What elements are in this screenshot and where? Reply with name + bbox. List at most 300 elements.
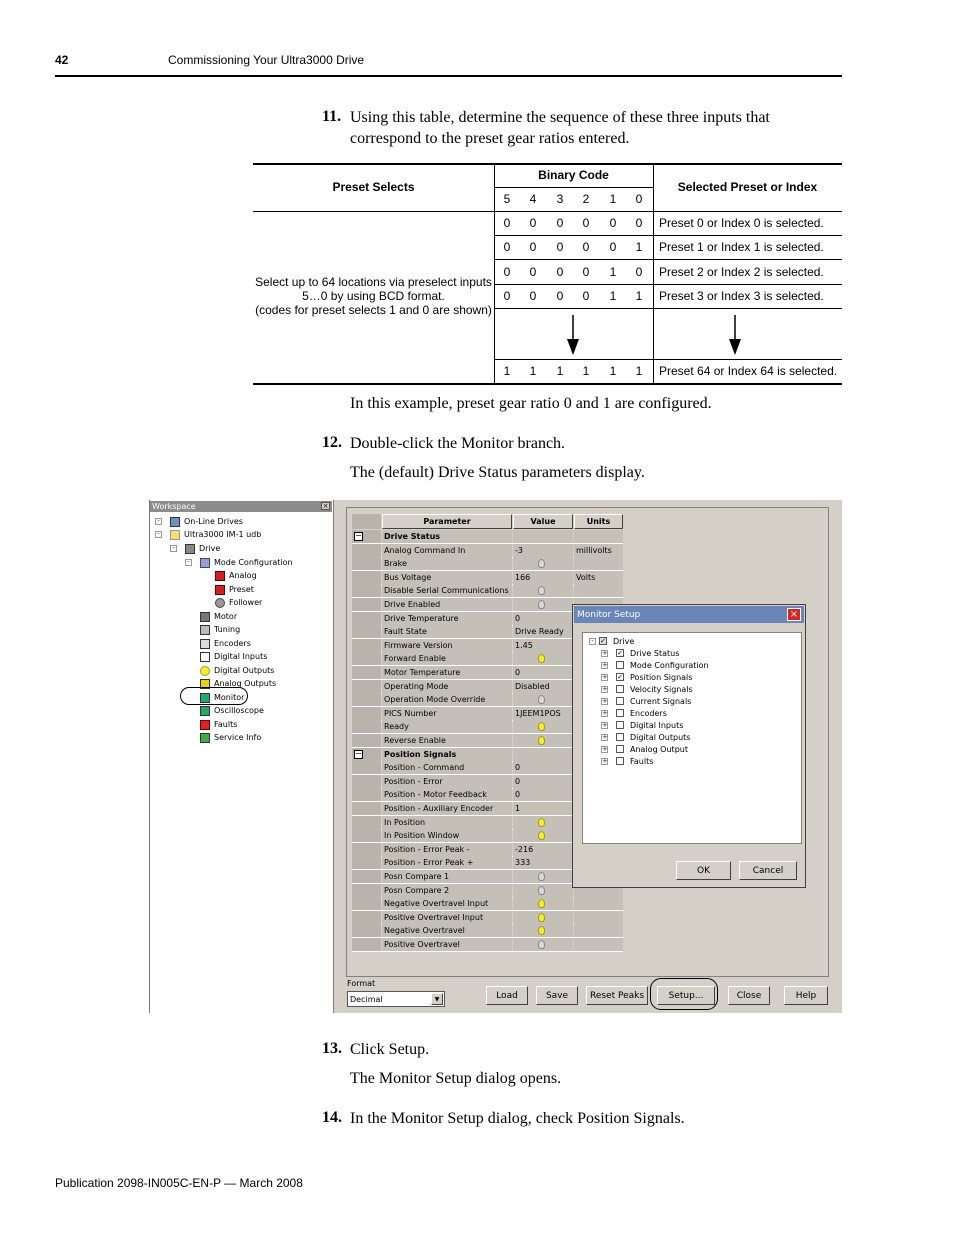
grid-value-cell: 1.45	[513, 639, 573, 652]
dialog-tree-item[interactable]	[601, 647, 679, 659]
grid-row-header[interactable]	[352, 856, 381, 869]
grid-param-cell: Position - Error	[382, 775, 512, 788]
grid-row-header[interactable]	[352, 571, 381, 584]
tree-item-digital-outputs[interactable]: Digital Outputs	[200, 664, 274, 677]
grid-value-cell	[513, 829, 573, 842]
step-12-result: The (default) Drive Status parameters display.	[350, 464, 645, 481]
grid-param-cell: Position Signals	[382, 748, 512, 761]
grid-param-cell: Drive Temperature	[382, 612, 512, 625]
grid-unit-cell	[574, 584, 623, 597]
grid-row-header[interactable]	[352, 775, 381, 788]
grid-value-cell: -3	[513, 544, 573, 557]
grid-value-cell	[513, 884, 573, 897]
tree-item-online-drives[interactable]: - On-Line Drives	[155, 515, 243, 528]
bulb-icon	[538, 886, 545, 895]
warning-icon	[200, 720, 210, 730]
grid-value-cell	[513, 911, 573, 924]
close-icon[interactable]: ×	[787, 608, 801, 621]
monitor-setup-dialog	[572, 604, 806, 888]
grid-unit-cell	[574, 530, 623, 543]
expand-icon[interactable]: +	[602, 696, 608, 705]
grid-row-header[interactable]	[352, 897, 381, 910]
header-preset-selects: Preset Selects	[332, 180, 415, 194]
header-selected-preset: Selected Preset or Index	[677, 180, 818, 194]
grid-unit-cell	[574, 938, 623, 951]
grid-row[interactable]	[352, 897, 623, 911]
checkbox[interactable]: ✓	[617, 673, 623, 681]
grid-param-cell: Drive Status	[382, 530, 512, 543]
bit-cell: 0	[635, 216, 643, 230]
grid-value-cell	[513, 530, 573, 543]
preset-table	[253, 163, 842, 385]
grid-row-header[interactable]	[352, 870, 381, 883]
close-button[interactable]: Close	[728, 986, 770, 1005]
grid-row-header[interactable]	[352, 598, 381, 611]
bit-cell: 0	[529, 216, 537, 230]
tree-item-digital-inputs[interactable]: Digital Inputs	[200, 650, 267, 663]
down-arrow-icon	[725, 313, 745, 357]
bit-header: 2	[582, 192, 590, 206]
grid-row-header[interactable]	[352, 720, 381, 733]
encoder-icon	[200, 639, 210, 649]
grid-header-row	[352, 514, 623, 529]
running-header: Commissioning Your Ultra3000 Drive	[168, 53, 365, 67]
bit-cell: 1	[503, 364, 511, 378]
grid-row-header[interactable]	[352, 924, 381, 937]
reset-peaks-button[interactable]: Reset Peaks	[586, 986, 648, 1005]
tree-item-oscilloscope[interactable]: Oscilloscope	[200, 704, 264, 717]
grid-param-cell: Posn Compare 2	[382, 884, 512, 897]
grid-value-cell: 0	[513, 612, 573, 625]
bit-cell: 1	[635, 289, 643, 303]
expand-icon[interactable]: +	[602, 708, 608, 717]
bit-cell: 0	[503, 264, 511, 279]
grid-row[interactable]	[352, 584, 623, 598]
grid-param-cell: Firmware Version	[382, 639, 512, 652]
computer-icon	[170, 517, 180, 527]
bit-cell: 0	[556, 264, 564, 279]
grid-row-header[interactable]	[352, 584, 381, 597]
grid-unit-cell	[574, 897, 623, 910]
step-13-text: Click Setup.	[350, 1041, 430, 1058]
grid-param-cell: Drive Enabled	[382, 598, 512, 611]
dialog-item-label: Mode Configuration	[630, 660, 709, 670]
description-line: (codes for preset selects 1 and 0 are shown)	[255, 303, 492, 317]
tree-item-service-info[interactable]: Service Info	[200, 731, 261, 744]
dialog-tree[interactable]	[582, 632, 802, 844]
step-12-number: 12.	[322, 434, 342, 451]
tree-item-monitor[interactable]: Monitor	[200, 691, 244, 704]
expand-icon[interactable]: +	[602, 720, 608, 729]
bit-header: 5	[503, 192, 511, 206]
grid-param-cell: Position - Error Peak -	[382, 843, 512, 856]
description-line: Select up to 64 locations via preselect inputs	[255, 275, 492, 289]
grid-row[interactable]	[352, 571, 623, 585]
save-button[interactable]: Save	[536, 986, 578, 1005]
bit-cell: 1	[609, 364, 617, 378]
bulb-icon	[538, 736, 545, 745]
header-rule	[55, 75, 842, 77]
step-13-result: The Monitor Setup dialog opens.	[350, 1070, 562, 1087]
grid-value-cell	[513, 897, 573, 910]
grid-row-header[interactable]	[352, 707, 381, 720]
load-button[interactable]: Load	[486, 986, 528, 1005]
grid-param-cell: Negative Overtravel	[382, 924, 512, 937]
expand-icon[interactable]: +	[602, 672, 608, 681]
collapse-icon[interactable]: −	[355, 748, 362, 758]
cancel-button[interactable]: Cancel	[739, 861, 797, 880]
checkbox[interactable]: ✓	[617, 649, 623, 657]
bit-cell: 0	[609, 216, 617, 230]
result-cell: Preset 3 or Index 3 is selected.	[659, 289, 824, 303]
grid-value-cell	[513, 720, 573, 733]
gear-icon	[215, 598, 225, 608]
down-arrow-icon	[563, 313, 583, 357]
expand-icon[interactable]: +	[602, 756, 608, 765]
grid-param-cell: Motor Temperature	[382, 666, 512, 679]
grid-row-header[interactable]	[352, 612, 381, 625]
checkbox[interactable]	[616, 757, 624, 765]
grid-value-cell	[513, 693, 573, 706]
result-cell: Preset 64 or Index 64 is selected.	[659, 364, 838, 378]
bit-cell: 1	[609, 264, 617, 279]
format-label: Format	[347, 979, 376, 988]
bulb-icon	[538, 831, 545, 840]
grid-param-cell: In Position Window	[382, 829, 512, 842]
dialog-item-label: Drive Status	[630, 648, 680, 658]
grid-param-cell: Posn Compare 1	[382, 870, 512, 883]
dialog-item-label: Analog Output	[630, 744, 688, 754]
step-14-text: In the Monitor Setup dialog, check Position Signals.	[350, 1110, 685, 1127]
grid-row-header[interactable]	[352, 802, 381, 815]
grid-param-cell: Analog Command In	[382, 544, 512, 557]
grid-row[interactable]	[352, 924, 623, 938]
grid-row-header[interactable]	[352, 788, 381, 801]
preset-icon	[215, 585, 225, 595]
expand-icon[interactable]: +	[602, 744, 608, 753]
bulb-icon	[538, 926, 545, 935]
bulb-icon	[538, 818, 545, 827]
dialog-item-label: Encoders	[630, 708, 667, 718]
grid-row[interactable]	[352, 557, 623, 571]
dialog-tree-item[interactable]	[601, 659, 709, 671]
grid-row-header[interactable]	[352, 557, 381, 570]
bit-cell: 0	[529, 289, 537, 303]
bit-cell: 0	[556, 240, 564, 254]
description-line: 5…0 by using BCD format.	[302, 289, 445, 303]
grid-corner	[352, 514, 381, 529]
help-button[interactable]: Help	[784, 986, 828, 1005]
bulb-icon	[538, 695, 545, 704]
publication-footer: Publication 2098-IN005C-EN-P — March 2008	[55, 1176, 303, 1190]
grid-param-cell: Disable Serial Communications	[382, 584, 512, 597]
step-12-text: Double-click the Monitor branch.	[350, 435, 566, 452]
bit-cell: 0	[556, 216, 564, 230]
bit-header: 1	[609, 192, 617, 206]
tree-item-preset[interactable]: Preset	[215, 583, 254, 596]
bit-cell: 0	[582, 240, 590, 254]
tree-item-analog-outputs[interactable]: Analog Outputs	[200, 677, 276, 690]
bulb-icon	[538, 600, 545, 609]
digital-inputs-icon	[200, 652, 210, 662]
bit-cell: 0	[582, 216, 590, 230]
bit-cell: 0	[582, 264, 590, 279]
grid-param-cell: Brake	[382, 557, 512, 570]
checkbox[interactable]	[616, 685, 624, 693]
chevron-down-icon[interactable]: ▼	[431, 993, 443, 1005]
bit-cell: 1	[635, 240, 643, 254]
grid-param-cell: Positive Overtravel	[382, 938, 512, 951]
grid-unit-cell: Volts	[574, 571, 623, 584]
grid-param-cell: Position - Error Peak +	[382, 856, 512, 869]
grid-row-header[interactable]	[352, 938, 381, 951]
grid-row-header[interactable]	[352, 829, 381, 842]
grid-value-cell	[513, 924, 573, 937]
dialog-tree-item[interactable]	[601, 695, 691, 707]
motor-icon	[200, 612, 210, 622]
tree-item-follower[interactable]: Follower	[215, 596, 262, 609]
grid-param-cell: Positive Overtravel Input	[382, 911, 512, 924]
format-select[interactable]: Decimal ▼	[347, 991, 445, 1007]
bit-cell: 0	[529, 264, 537, 279]
setup-highlight-circle	[650, 978, 718, 1010]
grid-value-cell	[513, 598, 573, 611]
grid-value-cell: 166	[513, 571, 573, 584]
grid-row[interactable]	[352, 911, 623, 925]
grid-row[interactable]	[352, 544, 623, 558]
bulb-icon	[538, 940, 545, 949]
bit-cell: 1	[609, 289, 617, 303]
bulb-icon	[538, 559, 545, 568]
grid-value-cell	[513, 870, 573, 883]
dialog-item-label: Position Signals	[630, 672, 693, 682]
dialog-tree-item[interactable]	[601, 683, 693, 695]
checkbox[interactable]	[616, 709, 624, 717]
folder-icon	[170, 530, 180, 540]
result-cell: Preset 2 or Index 2 is selected.	[659, 264, 824, 279]
grid-header-parameter[interactable]: Parameter	[382, 514, 512, 529]
grid-row-header[interactable]	[352, 843, 381, 856]
grid-param-cell: Position - Auxiliary Encoder	[382, 802, 512, 815]
result-cell: Preset 0 or Index 0 is selected.	[659, 216, 824, 230]
dialog-tree-root[interactable]: - ✓ Drive	[589, 635, 634, 647]
grid-value-cell	[513, 557, 573, 570]
bit-cell: 0	[503, 289, 511, 303]
expand-icon[interactable]: +	[602, 684, 608, 693]
grid-value-cell	[513, 748, 573, 761]
bit-cell: 0	[529, 240, 537, 254]
grid-param-cell: Operation Mode Override	[382, 693, 512, 706]
grid-value-cell	[513, 734, 573, 747]
grid-unit-cell	[574, 557, 623, 570]
bulb-icon	[538, 899, 545, 908]
dialog-tree-item[interactable]	[601, 707, 667, 719]
expand-icon[interactable]: -	[589, 638, 596, 645]
tree-item-ultra3000[interactable]: - Ultra3000 IM-1 udb	[155, 528, 261, 541]
bulb-icon	[200, 666, 210, 676]
software-screenshot	[149, 500, 842, 1013]
checkbox[interactable]	[616, 745, 624, 753]
grid-value-cell: Disabled	[513, 680, 573, 693]
grid-value-cell	[513, 584, 573, 597]
tree-item-tuning[interactable]: Tuning	[200, 623, 240, 636]
step-11-number: 11.	[322, 108, 342, 125]
grid-group-row[interactable]	[352, 530, 623, 544]
tree-item-drive[interactable]: - Drive	[170, 542, 220, 555]
grid-value-cell: 0	[513, 761, 573, 774]
bit-cell: 0	[582, 289, 590, 303]
grid-value-cell: Drive Ready	[513, 625, 573, 638]
grid-value-cell: 0	[513, 666, 573, 679]
bit-cell: 1	[556, 364, 564, 378]
dialog-tree-item[interactable]	[601, 731, 690, 743]
bit-cell: 0	[556, 289, 564, 303]
monitor-icon	[200, 693, 210, 703]
service-icon	[200, 733, 210, 743]
bit-header: 4	[529, 192, 537, 206]
grid-row-header[interactable]	[352, 639, 381, 652]
dialog-tree-item[interactable]	[601, 671, 692, 683]
bulb-icon	[538, 722, 545, 731]
step-11-text-line1: Using this table, determine the sequence of these three inputs that	[350, 109, 770, 126]
page-number: 42	[55, 53, 69, 67]
grid-unit-cell: millivolts	[574, 544, 623, 557]
checkbox[interactable]	[616, 661, 624, 669]
grid-row-header[interactable]	[352, 734, 381, 747]
preset-selects-description	[253, 259, 494, 333]
dialog-tree-item[interactable]	[601, 755, 653, 767]
bulb-icon	[538, 586, 545, 595]
grid-row-header[interactable]	[352, 816, 381, 829]
grid-value-cell: 0	[513, 788, 573, 801]
grid-param-cell: Operating Mode	[382, 680, 512, 693]
bit-cell: 1	[529, 364, 537, 378]
grid-row-header[interactable]	[352, 652, 381, 665]
grid-header-units[interactable]: Units	[574, 514, 623, 529]
column-divider	[494, 163, 495, 385]
expand-icon[interactable]: -	[185, 559, 192, 566]
dialog-tree-item[interactable]	[601, 743, 688, 755]
grid-row-header[interactable]	[352, 761, 381, 774]
tree-item-faults[interactable]: Faults	[200, 718, 237, 731]
grid-unit-cell	[574, 911, 623, 924]
bit-header: 3	[556, 192, 564, 206]
example-note: In this example, preset gear ratio 0 and 1 are configured.	[350, 395, 712, 412]
expand-icon[interactable]: -	[155, 531, 162, 538]
dialog-item-label: Faults	[630, 756, 654, 766]
grid-row-header[interactable]	[352, 666, 381, 679]
grid-header-value[interactable]: Value	[513, 514, 573, 529]
tuning-icon	[200, 625, 210, 635]
grid-value-cell: 0	[513, 775, 573, 788]
mode-config-icon	[200, 558, 210, 568]
drive-icon	[185, 544, 195, 554]
grid-param-cell: Reverse Enable	[382, 734, 512, 747]
step-14-number: 14.	[322, 1109, 342, 1126]
grid-unit-cell	[574, 924, 623, 937]
grid-row[interactable]	[352, 938, 623, 952]
dialog-title: Monitor Setup	[574, 606, 804, 623]
grid-value-cell	[513, 816, 573, 829]
grid-param-cell: Forward Enable	[382, 652, 512, 665]
bit-cell: 1	[582, 364, 590, 378]
grid-row-header[interactable]	[352, 625, 381, 638]
oscilloscope-icon	[200, 706, 210, 716]
result-cell: Preset 1 or Index 1 is selected.	[659, 240, 824, 254]
grid-value-cell: -216	[513, 843, 573, 856]
tree-item-motor[interactable]: Motor	[200, 610, 237, 623]
bit-cell: 0	[609, 240, 617, 254]
grid-value-cell: 333	[513, 856, 573, 869]
grid-param-cell: PICS Number	[382, 707, 512, 720]
grid-row-header[interactable]	[352, 748, 381, 761]
grid-param-cell: Ready	[382, 720, 512, 733]
workspace-title: Workspace	[150, 501, 332, 512]
workspace-close-icon[interactable]: ×	[322, 502, 329, 510]
expand-icon[interactable]: -	[155, 518, 162, 525]
dialog-item-label: Digital Inputs	[630, 720, 684, 730]
checkbox[interactable]	[616, 733, 624, 741]
bulb-icon	[538, 913, 545, 922]
dialog-tree-item[interactable]	[601, 719, 683, 731]
grid-row-header[interactable]	[352, 911, 381, 924]
grid-row-header[interactable]	[352, 693, 381, 706]
row-rule	[494, 308, 842, 309]
dialog-item-label: Velocity Signals	[630, 684, 693, 694]
expand-icon[interactable]: +	[602, 660, 608, 669]
ok-button[interactable]: OK	[676, 861, 731, 880]
analog-icon	[215, 571, 225, 581]
grid-row-header[interactable]	[352, 884, 381, 897]
bit-cell: 0	[635, 264, 643, 279]
grid-value-cell	[513, 938, 573, 951]
dialog-item-label: Current Signals	[630, 696, 692, 706]
grid-param-cell: In Position	[382, 816, 512, 829]
grid-row-header[interactable]	[352, 544, 381, 557]
tree-item-analog[interactable]: Analog	[215, 569, 257, 582]
binary-code-rule	[494, 187, 653, 188]
header-binary-code: Binary Code	[538, 168, 609, 182]
grid-value-cell: 1	[513, 802, 573, 815]
grid-param-cell: Position - Motor Feedback	[382, 788, 512, 801]
bit-cell: 0	[503, 240, 511, 254]
checkbox-drive[interactable]: ✓	[600, 637, 606, 645]
table-bottom-rule	[253, 383, 842, 385]
expand-icon[interactable]: -	[170, 545, 177, 552]
bit-header: 0	[635, 192, 643, 206]
expand-icon[interactable]: +	[602, 732, 608, 741]
grid-param-cell: Position - Command	[382, 761, 512, 774]
collapse-icon[interactable]: −	[355, 531, 362, 540]
dialog-item-label: Digital Outputs	[630, 732, 691, 742]
grid-value-cell: 1JEEM1POS	[513, 707, 573, 720]
tree-item-encoders[interactable]: Encoders	[200, 637, 251, 650]
checkbox[interactable]	[616, 721, 624, 729]
grid-param-cell: Fault State	[382, 625, 512, 638]
expand-icon[interactable]: +	[602, 648, 608, 657]
grid-row-header[interactable]	[352, 530, 381, 543]
checkbox[interactable]	[616, 697, 624, 705]
setup-button[interactable]: Setup...	[657, 986, 715, 1005]
grid-param-cell: Negative Overtravel Input	[382, 897, 512, 910]
tree-item-mode-configuration[interactable]: - Mode Configuration	[185, 556, 293, 569]
bulb-icon	[538, 872, 545, 881]
bit-cell: 0	[503, 216, 511, 230]
grid-value-cell	[513, 652, 573, 665]
bit-cell: 1	[635, 364, 643, 378]
step-11-text-line2: correspond to the preset gear ratios entered.	[350, 130, 630, 147]
grid-row-header[interactable]	[352, 680, 381, 693]
